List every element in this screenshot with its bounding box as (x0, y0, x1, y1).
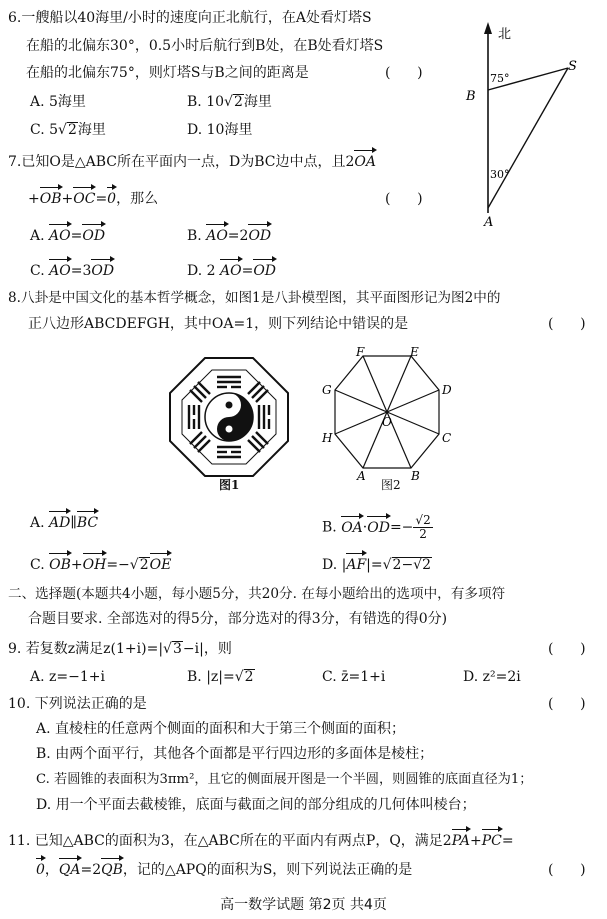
vertex-label-c: C (442, 431, 452, 445)
q9-option-c: C. z̄=1+i (322, 669, 386, 685)
center-label-o: O (382, 415, 392, 429)
q10-option-a: A. 直棱柱的任意两个侧面的面积和大于第三个侧面的面积； (36, 721, 406, 737)
bagua-figure (168, 356, 290, 478)
q8-option-d: D. |AF|=√2−√2 (322, 557, 432, 573)
north-label: 北 (498, 27, 512, 42)
q6-option-b: B. 10√2海里 (187, 94, 272, 110)
q7-line2: +OB+OC=0，那么 (28, 191, 159, 207)
q6-figure (450, 18, 590, 233)
q11-answer-paren: ( ) (548, 862, 586, 878)
q10-option-b: B. 由两个面平行，其他各个面都是平行四边形的多面体是棱柱； (36, 746, 434, 762)
q7-answer-paren: ( ) (385, 191, 423, 207)
q8-answer-paren: ( ) (548, 316, 586, 332)
vertex-label-g: G (322, 383, 332, 397)
page-footer: 高一数学试题 第2页 共4页 (220, 897, 387, 913)
q9-option-d: D. z²=2i (463, 669, 521, 685)
q10-stem: 10. 下列说法正确的是 (8, 696, 147, 712)
vertex-label-e: E (410, 345, 419, 359)
q6-option-a: A. 5海里 (30, 94, 86, 110)
q8-option-a: A. AD∥BC (30, 515, 99, 531)
fig2-caption: 图2 (381, 478, 401, 492)
q6-line3: 在船的北偏东75°，则灯塔S与B之间的距离是 (26, 65, 309, 81)
section2-line1: 二、选择题(本题共4小题，每小题5分，共20分. 在每小题给出的选项中，有多项符 (8, 586, 506, 602)
section2-line2: 合题目要求. 全部选对的得5分，部分选对的得3分，有错选的得0分) (28, 611, 448, 627)
q6-option-d: D. 10海里 (187, 122, 253, 138)
q11-line1: 11. 已知△ABC的面积为3，在△ABC所在的平面内有两点P，Q，满足2PA+PC= (8, 833, 514, 849)
vertex-label-d: D (442, 383, 452, 397)
q10-option-c: C. 若圆锥的表面积为3πm²，且它的侧面展开图是一个半圆，则圆锥的底面直径为1； (36, 772, 533, 787)
q6-line2: 在船的北偏东30°，0.5小时后航行到B处，在B处看灯塔S (26, 38, 384, 54)
octagon-figure (316, 344, 461, 484)
vertex-label-h: H (322, 431, 333, 445)
q6-option-c: C. 5√2海里 (30, 122, 106, 138)
q9-stem: 9. 若复数z满足z(1+i)=|√3−i|，则 (8, 641, 232, 657)
q9-option-a: A. z=−1+i (30, 669, 105, 685)
q7-line1: 7.已知O是△ABC所在平面内一点，D为BC边中点，且2OA (8, 154, 376, 170)
q7-option-b: B. AO=2OD (187, 228, 272, 244)
q8-option-b: B. OA·OD=− $\frac{√2}{2}$ (322, 513, 431, 541)
vertex-label-f: F (356, 345, 365, 359)
segment-as (488, 68, 568, 208)
angle-b-label: 75° (490, 72, 510, 85)
yin-dot (226, 402, 233, 409)
q7-option-c: C. AO=3OD (30, 263, 115, 279)
q11-line2: 0，QA=2QB，记的△APQ的面积为S，则下列说法正确的是 (36, 862, 413, 878)
q10-option-d: D. 用一个平面去截棱锥，底面与截面之间的部分组成的几何体叫棱台； (36, 797, 476, 813)
q10-answer-paren: ( ) (548, 696, 586, 712)
yang-dot (226, 426, 233, 433)
q7-option-d: D. 2 AO=OD (187, 263, 277, 279)
q9-answer-paren: ( ) (548, 641, 586, 657)
q7-option-a: A. AO=OD (30, 228, 106, 244)
q8-option-c: C. OB+OH=−√2OE (30, 557, 172, 573)
vertex-label-a: A (357, 469, 366, 483)
point-b-label: B (466, 89, 476, 104)
fig1-caption: 图1 (219, 478, 240, 492)
q8-line2: 正八边形ABCDEFGH，其中OA=1，则下列结论中错误的是 (28, 316, 409, 332)
point-a-label: A (484, 215, 494, 230)
north-arrow-icon (484, 22, 492, 34)
angle-a-label: 30° (490, 168, 510, 181)
q6-answer-paren: ( ) (385, 65, 423, 81)
q6-line1: 6.一艘船以40海里/小时的速度向正北航行，在A处看灯塔S (8, 10, 372, 26)
q9-option-b: B. |z|=√2 (187, 669, 254, 685)
vertex-label-b: B (411, 469, 420, 483)
octagon-shape (335, 356, 439, 468)
point-s-label: S (568, 59, 577, 74)
q8-line1: 8.八卦是中国文化的基本哲学概念，如图1是八卦模型图，其平面图形记为图2中的 (8, 290, 501, 306)
